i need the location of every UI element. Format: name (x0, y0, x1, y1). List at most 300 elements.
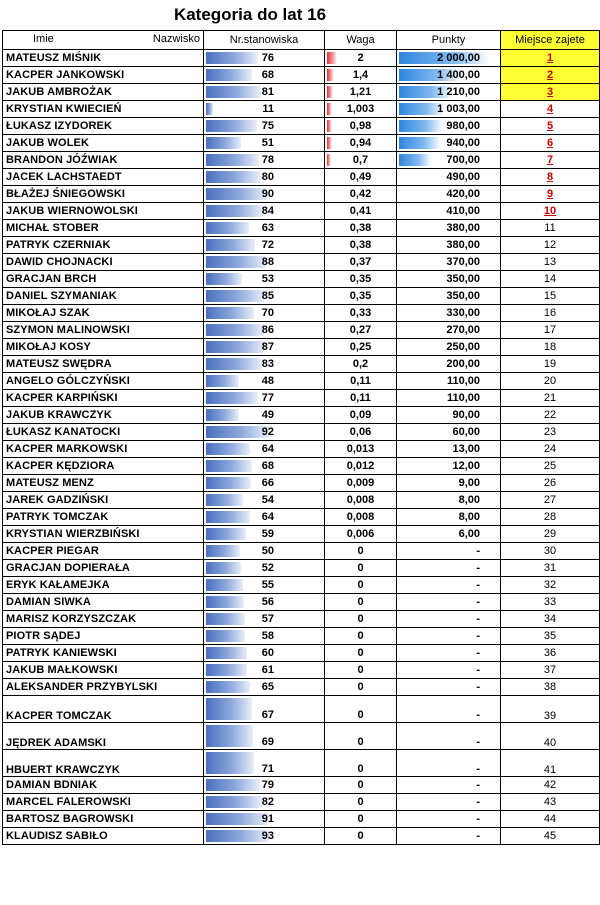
waga-value: 0,25 (349, 341, 372, 353)
competitor-name: KACPER KARPIŃSKI (3, 390, 204, 407)
table-row (3, 67, 600, 84)
punkty-cell (397, 441, 501, 458)
waga-cell (325, 390, 397, 407)
stanowisko-value: 67 (261, 709, 274, 721)
table-row (3, 135, 600, 152)
punkty-bar-track (399, 426, 498, 438)
competitor-name: KRYSTIAN WIERZBIŃSKI (3, 526, 204, 543)
stanowisko-value: 87 (261, 341, 274, 353)
punkty-cell (397, 339, 501, 356)
waga-value: 0,94 (349, 137, 372, 149)
waga-cell (325, 118, 397, 135)
stanowisko-value: 55 (261, 579, 274, 591)
punkty-cell (397, 811, 501, 828)
stanowisko-value: 83 (261, 358, 274, 370)
competitor-name: GRACJAN BRCH (3, 271, 204, 288)
miejsce-cell: 40 (501, 723, 600, 750)
waga-value: 0 (357, 647, 364, 659)
stanowisko-cell (204, 723, 325, 750)
stanowisko-value: 56 (261, 596, 274, 608)
stanowisko-value: 54 (261, 494, 274, 506)
waga-cell (325, 577, 397, 594)
miejsce-cell: 44 (501, 811, 600, 828)
stanowisko-bar (206, 154, 259, 166)
waga-value: 0 (357, 596, 364, 608)
header-miejsce: Miejsce zajete (501, 31, 600, 50)
stanowisko-cell (204, 526, 325, 543)
punkty-value: 940,00 (446, 137, 480, 149)
waga-cell (325, 441, 397, 458)
competitor-name: KLAUDISZ SABIŁO (3, 828, 204, 845)
miejsce-cell: 24 (501, 441, 600, 458)
punkty-value: 410,00 (446, 205, 480, 217)
competitor-name: KRYSTIAN KWIECIEŃ (3, 101, 204, 118)
waga-value: 1,003 (346, 103, 375, 115)
punkty-value: 980,00 (446, 120, 480, 132)
competitor-name: GRACJAN DOPIERAŁA (3, 560, 204, 577)
miejsce-cell: 11 (501, 220, 600, 237)
stanowisko-value: 59 (261, 528, 274, 540)
punkty-value: - (476, 830, 480, 842)
stanowisko-cell (204, 828, 325, 845)
stanowisko-bar (206, 830, 269, 842)
waga-cell (325, 628, 397, 645)
punkty-bar-track (399, 752, 498, 774)
table-row (3, 441, 600, 458)
punkty-cell (397, 492, 501, 509)
competitor-name: JAKUB WIERNOWOLSKI (3, 203, 204, 220)
stanowisko-cell (204, 475, 325, 492)
stanowisko-bar (206, 596, 244, 608)
table-row (3, 750, 600, 777)
miejsce-cell: 29 (501, 526, 600, 543)
punkty-cell (397, 577, 501, 594)
table-row (3, 101, 600, 118)
stanowisko-cell (204, 777, 325, 794)
competitor-name: PATRYK KANIEWSKI (3, 645, 204, 662)
waga-cell (325, 305, 397, 322)
miejsce-cell: 20 (501, 373, 600, 390)
stanowisko-value: 78 (261, 154, 274, 166)
stanowisko-cell (204, 811, 325, 828)
header-nazwisko: Nazwisko (152, 33, 200, 45)
header-name (3, 31, 204, 50)
competitor-name: MIKOŁAJ SZAK (3, 305, 204, 322)
stanowisko-bar (206, 443, 250, 455)
stanowisko-bar (206, 256, 266, 268)
stanowisko-value: 68 (261, 69, 274, 81)
punkty-bar-track (399, 494, 498, 506)
stanowisko-value: 64 (261, 511, 274, 523)
miejsce-cell: 7 (501, 152, 600, 169)
miejsce-cell: 18 (501, 339, 600, 356)
header-punkty: Punkty (397, 31, 501, 50)
stanowisko-bar (206, 392, 258, 404)
stanowisko-cell (204, 390, 325, 407)
competitor-name: MARCEL FALEROWSKI (3, 794, 204, 811)
stanowisko-value: 51 (261, 137, 274, 149)
waga-cell (325, 828, 397, 845)
waga-value: 0,7 (352, 154, 369, 166)
waga-cell (325, 254, 397, 271)
waga-value: 0,012 (346, 460, 375, 472)
table-body (3, 50, 600, 845)
miejsce-cell: 13 (501, 254, 600, 271)
stanowisko-value: 11 (262, 103, 274, 115)
miejsce-cell: 45 (501, 828, 600, 845)
stanowisko-value: 57 (261, 613, 274, 625)
competitor-name: KACPER JANKOWSKI (3, 67, 204, 84)
punkty-value: 60,00 (452, 426, 480, 438)
stanowisko-bar (206, 779, 260, 791)
competitor-name: BARTOSZ BAGROWSKI (3, 811, 204, 828)
punkty-bar-track (399, 596, 498, 608)
punkty-cell (397, 84, 501, 101)
stanowisko-bar (206, 409, 239, 421)
punkty-value: 700,00 (446, 154, 480, 166)
punkty-cell (397, 101, 501, 118)
waga-value: 0 (357, 613, 364, 625)
miejsce-cell: 39 (501, 696, 600, 723)
punkty-bar-track (399, 647, 498, 659)
stanowisko-bar (206, 205, 263, 217)
stanowisko-cell (204, 305, 325, 322)
stanowisko-cell (204, 794, 325, 811)
miejsce-cell: 33 (501, 594, 600, 611)
punkty-cell (397, 169, 501, 186)
miejsce-cell: 27 (501, 492, 600, 509)
waga-cell (325, 220, 397, 237)
punkty-bar-track (399, 613, 498, 625)
competitor-name: JĘDREK ADAMSKI (3, 723, 204, 750)
stanowisko-value: 79 (261, 779, 274, 791)
waga-cell (325, 424, 397, 441)
stanowisko-value: 50 (261, 545, 274, 557)
waga-value: 0,09 (349, 409, 372, 421)
punkty-value: 420,00 (446, 188, 480, 200)
stanowisko-cell (204, 543, 325, 560)
punkty-cell (397, 509, 501, 526)
punkty-cell (397, 424, 501, 441)
stanowisko-cell (204, 203, 325, 220)
punkty-cell (397, 152, 501, 169)
stanowisko-cell (204, 254, 325, 271)
stanowisko-value: 63 (261, 222, 274, 234)
competitor-name: DANIEL SZYMANIAK (3, 288, 204, 305)
punkty-value: - (476, 813, 480, 825)
punkty-value: - (476, 736, 480, 748)
punkty-bar-track (399, 664, 498, 676)
punkty-cell (397, 254, 501, 271)
waga-value: 0,11 (350, 375, 371, 387)
stanowisko-cell (204, 339, 325, 356)
stanowisko-cell (204, 628, 325, 645)
miejsce-cell: 3 (501, 84, 600, 101)
table-row (3, 458, 600, 475)
punkty-bar-track (399, 545, 498, 557)
waga-cell (325, 811, 397, 828)
table-row (3, 288, 600, 305)
miejsce-cell: 14 (501, 271, 600, 288)
miejsce-cell: 26 (501, 475, 600, 492)
miejsce-cell: 36 (501, 645, 600, 662)
punkty-value: 350,00 (446, 290, 480, 302)
waga-cell (325, 50, 397, 67)
stanowisko-bar (206, 613, 245, 625)
competitor-name: KACPER PIEGAR (3, 543, 204, 560)
table-row (3, 220, 600, 237)
punkty-value: 380,00 (446, 239, 480, 251)
competitor-name: MATEUSZ MENZ (3, 475, 204, 492)
waga-value: 0,006 (346, 528, 375, 540)
waga-cell (325, 560, 397, 577)
waga-cell (325, 750, 397, 777)
punkty-cell (397, 777, 501, 794)
table-row (3, 628, 600, 645)
waga-cell (325, 543, 397, 560)
punkty-cell (397, 288, 501, 305)
waga-cell (325, 203, 397, 220)
punkty-bar-track (399, 460, 498, 472)
stanowisko-cell (204, 220, 325, 237)
stanowisko-bar (206, 698, 252, 720)
competitor-name: MATEUSZ MIŚNIK (3, 50, 204, 67)
competitor-name: ŁUKASZ IZYDOREK (3, 118, 204, 135)
miejsce-cell: 30 (501, 543, 600, 560)
stanowisko-value: 85 (261, 290, 274, 302)
punkty-value: - (476, 664, 480, 676)
competitor-name: KACPER MARKOWSKI (3, 441, 204, 458)
waga-value: 0,008 (346, 494, 375, 506)
punkty-value: - (476, 562, 480, 574)
punkty-cell (397, 203, 501, 220)
stanowisko-bar (206, 375, 239, 387)
stanowisko-bar (206, 120, 257, 132)
miejsce-cell: 34 (501, 611, 600, 628)
miejsce-cell: 42 (501, 777, 600, 794)
stanowisko-value: 90 (261, 188, 274, 200)
stanowisko-cell (204, 594, 325, 611)
stanowisko-cell (204, 237, 325, 254)
miejsce-cell: 35 (501, 628, 600, 645)
stanowisko-value: 49 (261, 409, 274, 421)
stanowisko-bar (206, 494, 243, 506)
punkty-value: 110,00 (446, 375, 480, 387)
waga-value: 0 (357, 796, 364, 808)
punkty-value: - (476, 779, 480, 791)
miejsce-cell: 21 (501, 390, 600, 407)
stanowisko-bar (206, 341, 265, 353)
miejsce-cell: 5 (501, 118, 600, 135)
waga-value: 0,2 (352, 358, 369, 370)
punkty-bar-track (399, 813, 498, 825)
waga-value: 0,35 (349, 273, 372, 285)
stanowisko-bar (206, 511, 250, 523)
punkty-bar-track (399, 579, 498, 591)
punkty-value: 490,00 (446, 171, 480, 183)
stanowisko-bar (206, 545, 240, 557)
table-row (3, 594, 600, 611)
stanowisko-bar (206, 307, 254, 319)
miejsce-cell: 41 (501, 750, 600, 777)
punkty-value: - (476, 613, 480, 625)
waga-cell (325, 135, 397, 152)
waga-cell (325, 271, 397, 288)
punkty-value: 370,00 (446, 256, 480, 268)
table-row (3, 152, 600, 169)
table-row (3, 645, 600, 662)
stanowisko-cell (204, 750, 325, 777)
waga-cell (325, 696, 397, 723)
stanowisko-cell (204, 101, 325, 118)
stanowisko-value: 58 (261, 630, 274, 642)
miejsce-cell: 19 (501, 356, 600, 373)
stanowisko-bar (206, 273, 242, 285)
stanowisko-bar (206, 86, 261, 98)
waga-cell (325, 794, 397, 811)
waga-value: 0 (357, 830, 364, 842)
punkty-cell (397, 611, 501, 628)
punkty-value: - (476, 630, 480, 642)
waga-value: 0 (357, 736, 364, 748)
punkty-cell (397, 594, 501, 611)
results-table (2, 30, 600, 845)
competitor-name: PIOTR SĄDEJ (3, 628, 204, 645)
competitor-name: KACPER KĘDZIORA (3, 458, 204, 475)
stanowisko-value: 68 (261, 460, 274, 472)
punkty-value: - (476, 545, 480, 557)
punkty-cell (397, 135, 501, 152)
stanowisko-bar (206, 137, 241, 149)
waga-cell (325, 373, 397, 390)
competitor-name: MATEUSZ SWĘDRA (3, 356, 204, 373)
stanowisko-cell (204, 441, 325, 458)
waga-cell (325, 594, 397, 611)
miejsce-cell: 31 (501, 560, 600, 577)
table-row (3, 662, 600, 679)
punkty-value: 12,00 (452, 460, 480, 472)
stanowisko-value: 61 (261, 664, 274, 676)
stanowisko-bar (206, 752, 254, 774)
stanowisko-value: 71 (261, 763, 274, 775)
punkty-cell (397, 475, 501, 492)
stanowisko-value: 65 (261, 681, 274, 693)
miejsce-cell: 37 (501, 662, 600, 679)
stanowisko-cell (204, 135, 325, 152)
waga-cell (325, 288, 397, 305)
competitor-name: JAREK GADZIŃSKI (3, 492, 204, 509)
stanowisko-cell (204, 322, 325, 339)
punkty-value: - (476, 579, 480, 591)
table-row (3, 509, 600, 526)
waga-value: 0,35 (349, 290, 372, 302)
stanowisko-bar (206, 426, 269, 438)
competitor-name: ERYK KAŁAMEJKA (3, 577, 204, 594)
punkty-cell (397, 750, 501, 777)
stanowisko-bar (206, 562, 241, 574)
punkty-value: 8,00 (458, 494, 480, 506)
stanowisko-cell (204, 577, 325, 594)
waga-value: 0 (357, 709, 364, 721)
waga-value: 0 (357, 813, 364, 825)
table-row (3, 237, 600, 254)
stanowisko-value: 91 (261, 813, 274, 825)
waga-value: 0,42 (349, 188, 372, 200)
miejsce-cell: 9 (501, 186, 600, 203)
waga-cell (325, 152, 397, 169)
stanowisko-cell (204, 118, 325, 135)
punkty-bar-track (399, 562, 498, 574)
punkty-value: 250,00 (446, 341, 480, 353)
punkty-cell (397, 356, 501, 373)
stanowisko-cell (204, 509, 325, 526)
table-row (3, 271, 600, 288)
stanowisko-value: 80 (261, 171, 274, 183)
competitor-name: HBUERT KRAWCZYK (3, 750, 204, 777)
miejsce-cell: 2 (501, 67, 600, 84)
table-row (3, 50, 600, 67)
miejsce-cell: 1 (501, 50, 600, 67)
waga-cell (325, 356, 397, 373)
punkty-value: 1 400,00 (437, 69, 480, 81)
competitor-name: KACPER TOMCZAK (3, 696, 204, 723)
stanowisko-cell (204, 424, 325, 441)
punkty-cell (397, 407, 501, 424)
punkty-cell (397, 560, 501, 577)
stanowisko-bar (206, 171, 260, 183)
punkty-cell (397, 67, 501, 84)
competitor-name: ALEKSANDER PRZYBYLSKI (3, 679, 204, 696)
stanowisko-bar (206, 725, 253, 747)
miejsce-cell: 43 (501, 794, 600, 811)
stanowisko-cell (204, 560, 325, 577)
punkty-value: 13,00 (452, 443, 480, 455)
competitor-name: JACEK LACHSTAEDT (3, 169, 204, 186)
waga-value: 0 (357, 630, 364, 642)
competitor-name: ŁUKASZ KANATOCKI (3, 424, 204, 441)
table-row (3, 475, 600, 492)
competitor-name: JAKUB WOLEK (3, 135, 204, 152)
punkty-value: 1 003,00 (437, 103, 480, 115)
waga-value: 2 (357, 52, 364, 64)
stanowisko-cell (204, 645, 325, 662)
punkty-cell (397, 526, 501, 543)
miejsce-cell: 6 (501, 135, 600, 152)
punkty-cell (397, 237, 501, 254)
punkty-bar-track (399, 796, 498, 808)
table-row (3, 356, 600, 373)
stanowisko-bar (206, 222, 249, 234)
punkty-value: - (476, 763, 480, 775)
stanowisko-cell (204, 492, 325, 509)
waga-value: 1,4 (352, 69, 369, 81)
miejsce-cell: 38 (501, 679, 600, 696)
stanowisko-bar (206, 630, 245, 642)
punkty-bar (399, 137, 441, 149)
stanowisko-bar (206, 358, 262, 370)
table-row (3, 322, 600, 339)
miejsce-cell: 28 (501, 509, 600, 526)
waga-cell (325, 339, 397, 356)
table-row (3, 723, 600, 750)
waga-cell (325, 84, 397, 101)
waga-value: 0,41 (349, 205, 372, 217)
stanowisko-value: 69 (261, 736, 274, 748)
competitor-name: MICHAŁ STOBER (3, 220, 204, 237)
waga-value: 0,33 (349, 307, 372, 319)
stanowisko-value: 93 (261, 830, 274, 842)
waga-cell (325, 645, 397, 662)
